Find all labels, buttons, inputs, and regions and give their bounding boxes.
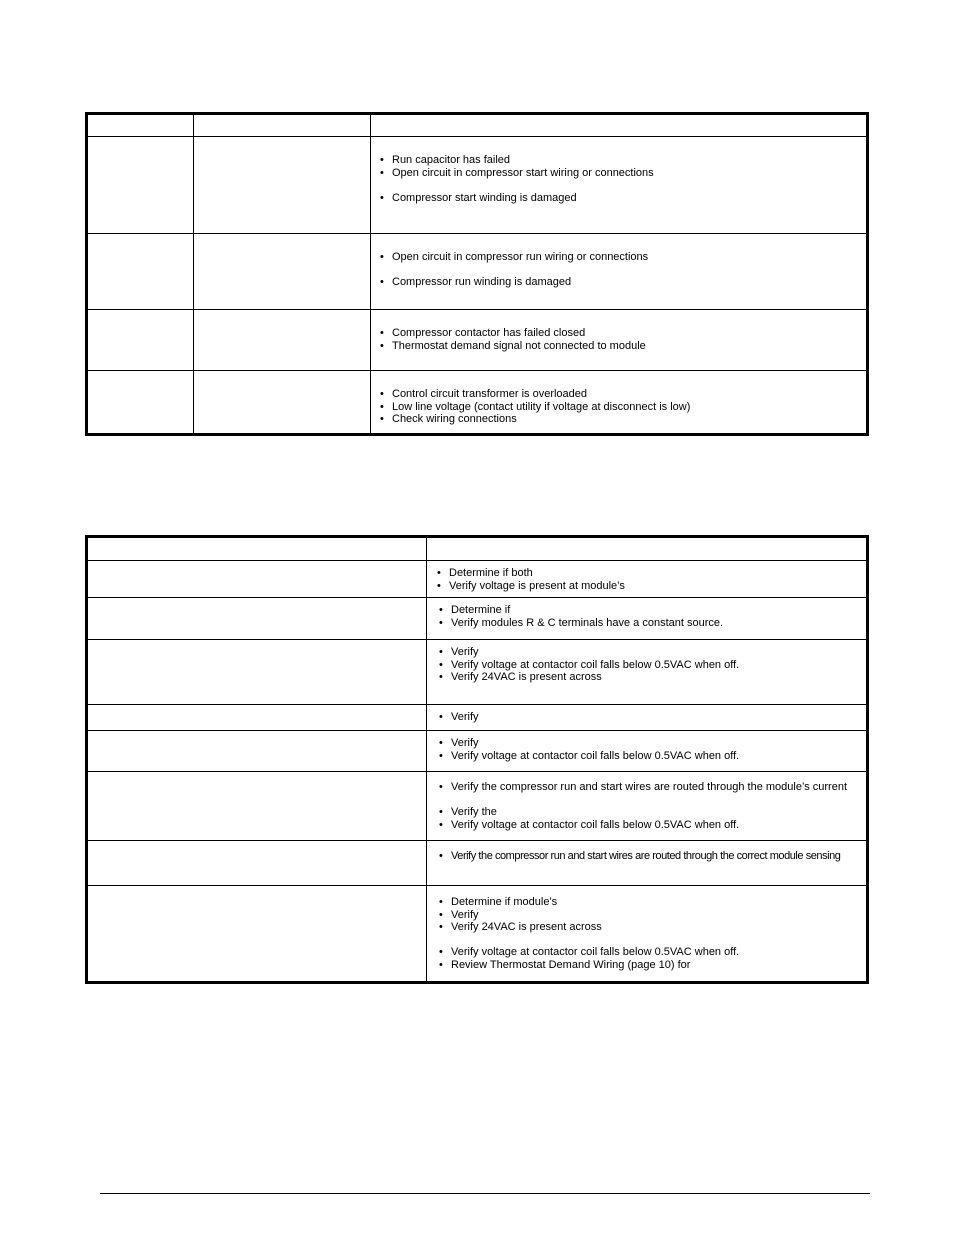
list-item: • Verify (451, 646, 866, 659)
table-cell (87, 561, 427, 598)
list-item: • Verify voltage at contactor coil falls below 0.5VAC when off. (451, 659, 866, 672)
table-row (87, 234, 868, 310)
troubleshooting-table (85, 535, 869, 984)
fault-table (85, 112, 869, 436)
list-item: • Review Thermostat Demand Wiring (page 10) for (451, 959, 866, 972)
table-row (87, 561, 868, 598)
table-row (87, 310, 868, 371)
list-item: • Verify voltage at contactor coil falls below 0.5VAC when off. (451, 946, 866, 959)
table-row (87, 371, 868, 435)
cause-list (371, 310, 866, 352)
action-cell (427, 772, 868, 841)
table-cell (87, 841, 427, 886)
cause-cell (371, 371, 868, 435)
cause-cell (371, 310, 868, 371)
table-row (87, 772, 868, 841)
list-item: • Verify (451, 737, 866, 750)
list-item: • Verify 24VAC is present across (451, 921, 866, 934)
action-list (427, 886, 866, 971)
table-cell (87, 705, 427, 731)
list-item: • Determine if both (449, 567, 866, 580)
table-row (87, 598, 868, 640)
footer-divider (100, 1193, 870, 1194)
action-list (427, 731, 866, 762)
table-row (87, 640, 868, 705)
table-row (87, 705, 868, 731)
table-cell (87, 731, 427, 772)
header-cell (87, 114, 194, 137)
action-list (427, 772, 866, 831)
list-item: • Determine if module’s (451, 896, 866, 909)
header-cell (87, 537, 427, 561)
table-cell (87, 886, 427, 983)
list-item: • Verify voltage is present at module’s (449, 580, 866, 593)
list-item: • Run capacitor has failed (392, 154, 866, 167)
list-item: • Verify the compressor run and start wires are routed through the correct module sensing (451, 850, 866, 863)
table-row (87, 841, 868, 886)
list-item: • Open circuit in compressor start wiring or connections (392, 167, 866, 180)
cause-list (371, 234, 866, 289)
table-cell (87, 137, 194, 234)
table-header-row (87, 537, 868, 561)
list-item: • Compressor contactor has failed closed (392, 327, 866, 340)
action-list (427, 640, 866, 684)
cause-list (371, 137, 866, 204)
table-cell (194, 137, 371, 234)
action-cell (427, 640, 868, 705)
list-item: • Verify (451, 909, 866, 922)
header-cell (371, 114, 868, 137)
list-item: • Verify voltage at contactor coil falls below 0.5VAC when off. (451, 750, 866, 763)
list-item: • Compressor run winding is damaged (392, 276, 866, 289)
table-cell (87, 371, 194, 435)
table-cell (87, 772, 427, 841)
action-list (427, 598, 866, 629)
list-item: • Low line voltage (contact utility if voltage at disconnect is low) (392, 401, 866, 414)
action-cell (427, 841, 868, 886)
table-cell (87, 598, 427, 640)
action-cell (427, 561, 868, 598)
list-item: • Control circuit transformer is overloaded (392, 388, 866, 401)
action-cell (427, 731, 868, 772)
header-cell (427, 537, 868, 561)
table-cell (87, 310, 194, 371)
list-item: • Compressor start winding is damaged (392, 192, 866, 205)
list-item: • Verify 24VAC is present across (451, 671, 866, 684)
table-cell (194, 310, 371, 371)
action-list (427, 561, 866, 592)
cause-cell (371, 234, 868, 310)
list-item: • Determine if (451, 604, 866, 617)
list-item: • Open circuit in compressor run wiring or connections (392, 251, 866, 264)
table-cell (87, 640, 427, 705)
table-header-row (87, 114, 868, 137)
action-cell (427, 705, 868, 731)
list-item: • Check wiring connections (392, 413, 866, 426)
table-cell (194, 371, 371, 435)
list-item: • Verify the (451, 806, 866, 819)
table-cell (194, 234, 371, 310)
list-item: • Thermostat demand signal not connected to module (392, 340, 866, 353)
action-cell (427, 886, 868, 983)
list-item: • Verify (451, 711, 866, 724)
list-item: • Verify modules R & C terminals have a constant source. (451, 617, 866, 630)
action-list (427, 705, 866, 724)
cause-list (371, 371, 866, 426)
list-item: • Verify the compressor run and start wires are routed through the module’s current (451, 781, 866, 794)
table-row (87, 731, 868, 772)
cause-cell (371, 137, 868, 234)
table-row (87, 886, 868, 983)
table-cell (87, 234, 194, 310)
header-cell (194, 114, 371, 137)
list-item: • Verify voltage at contactor coil falls below 0.5VAC when off. (451, 819, 866, 832)
table-row (87, 137, 868, 234)
action-cell (427, 598, 868, 640)
action-list (427, 841, 866, 863)
